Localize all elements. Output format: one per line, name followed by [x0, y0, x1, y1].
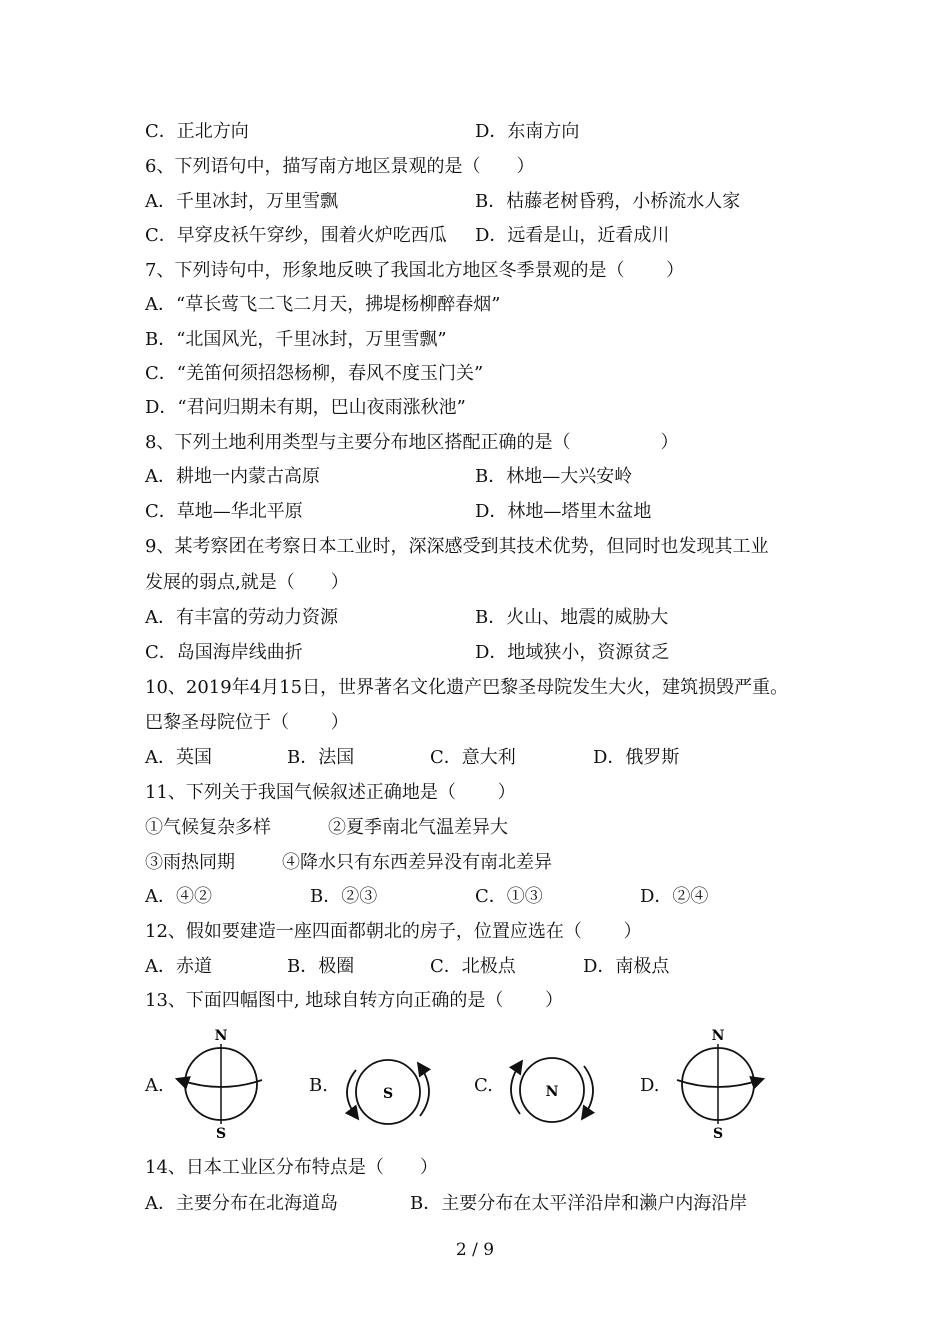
q13-figure-c-right-arrow: [584, 1066, 593, 1116]
q13-figure-a-north-label: N: [214, 1028, 228, 1044]
q11-item-1: ①气候复杂多样: [145, 817, 271, 838]
q13-figure-a-globe: [180, 1028, 262, 1142]
q11-stem: 11、下列关于我国气候叙述正确地是（ ）: [145, 782, 516, 803]
q13-figure-d-globe: [677, 1028, 760, 1142]
q11-item-3: ③雨热同期: [145, 852, 235, 873]
q13-figure-a-south-label: S: [215, 1126, 227, 1142]
q10-option-c: C．意大利: [430, 747, 516, 768]
q13-figure-c-left-arrow: [511, 1064, 520, 1114]
q13-figure-b-globe: [347, 1060, 429, 1124]
q13-figure-d-north-label: N: [711, 1028, 725, 1044]
q14-option-b: B．主要分布在太平洋沿岸和濑户内海沿岸: [410, 1193, 748, 1214]
q9-stem-line1: 9、某考察团在考察日本工业时，深深感受到其技术优势，但同时也发现其工业: [145, 536, 769, 557]
q12-option-d: D．南极点: [583, 956, 670, 977]
q6-option-b: B．枯藤老树昏鸦，小桥流水人家: [475, 191, 741, 212]
q12-option-a: A．赤道: [145, 956, 212, 977]
q10-option-b: B．法国: [287, 747, 355, 768]
q8-option-b: B．林地—大兴安岭: [475, 466, 633, 487]
q6-option-d: D．远看是山，近看成川: [475, 225, 670, 246]
q8-option-a: A．耕地一内蒙古高原: [145, 466, 320, 487]
q10-option-d: D．俄罗斯: [593, 747, 680, 768]
q11-option-a: A．④②: [145, 886, 212, 907]
q7-stem: 7、下列诗句中，形象地反映了我国北方地区冬季景观的是（ ）: [145, 260, 685, 281]
q10-option-a: A．英国: [145, 747, 212, 768]
q7-option-d: D．“君问归期未有期，巴山夜雨涨秋池”: [145, 397, 466, 418]
q13-figure-label-a: A.: [145, 1075, 164, 1096]
q13-rotation-figures: [0, 1020, 950, 1142]
q7-option-b: B．“北国风光，千里冰封，万里雪飘”: [145, 329, 447, 350]
q5-option-d: D．东南方向: [475, 121, 580, 142]
q13-figure-b-south-label: S: [382, 1086, 394, 1102]
q6-option-c: C．早穿皮袄午穿纱，围着火炉吃西瓜: [145, 225, 447, 246]
q14-stem: 14、日本工业区分布特点是（ ）: [145, 1157, 438, 1178]
q13-figure-label-b: B.: [309, 1075, 328, 1096]
q8-option-c: C．草地—华北平原: [145, 501, 303, 522]
q11-option-d: D．②④: [640, 886, 709, 907]
q8-stem: 8、下列土地利用类型与主要分布地区搭配正确的是（ ）: [145, 432, 679, 453]
q7-option-c: C．“羌笛何须招怨杨柳，春风不度玉门关”: [145, 363, 484, 384]
q9-option-a: A．有丰富的劳动力资源: [145, 607, 338, 628]
q11-item-2: ②夏季南北气温差异大: [328, 817, 508, 838]
q11-item-4: ④降水只有东西差异没有南北差异: [282, 852, 552, 873]
q9-stem-line2: 发展的弱点,就是（ ）: [145, 572, 349, 593]
q11-option-c: C．①③: [475, 886, 543, 907]
q6-option-a: A．千里冰封，万里雪飘: [145, 191, 338, 212]
q12-option-c: C．北极点: [430, 956, 516, 977]
q6-stem: 6、下列语句中，描写南方地区景观的是（ ）: [145, 156, 535, 177]
q14-option-a: A．主要分布在北海道岛: [145, 1193, 338, 1214]
q9-option-b: B．火山、地震的威胁大: [475, 607, 669, 628]
q7-option-a: A．“草长莺飞二飞二月天，拂堤杨柳醉春烟”: [145, 294, 501, 315]
q11-option-b: B．②③: [310, 886, 378, 907]
q5-option-c: C．正北方向: [145, 121, 249, 142]
q13-figure-c-north-label: N: [545, 1084, 559, 1100]
q9-option-d: D．地域狭小，资源贫乏: [475, 642, 670, 663]
q13-figure-b-left-arrow: [347, 1070, 356, 1116]
q13-figure-c-globe: [511, 1058, 593, 1122]
q13-figure-label-d: D.: [640, 1075, 660, 1096]
q12-stem: 12、假如要建造一座四面都朝北的房子，位置应选在（ ）: [145, 921, 642, 942]
q13-figure-d-south-label: S: [712, 1126, 724, 1142]
q9-option-c: C．岛国海岸线曲折: [145, 642, 303, 663]
q13-figure-b-right-arrow: [420, 1066, 429, 1116]
q12-option-b: B．极圈: [287, 956, 355, 977]
page-number: 2 / 9: [455, 1240, 495, 1260]
q13-stem: 13、下面四幅图中, 地球自转方向正确的是（ ）: [145, 990, 564, 1011]
q8-option-d: D．林地—塔里木盆地: [475, 501, 652, 522]
q10-stem-line2: 巴黎圣母院位于（ ）: [145, 712, 349, 733]
q13-figure-label-c: C.: [474, 1075, 493, 1096]
q10-stem-line1: 10、2019年4月15日，世界著名文化遗产巴黎圣母院发生大火，建筑损毁严重。: [145, 677, 789, 698]
